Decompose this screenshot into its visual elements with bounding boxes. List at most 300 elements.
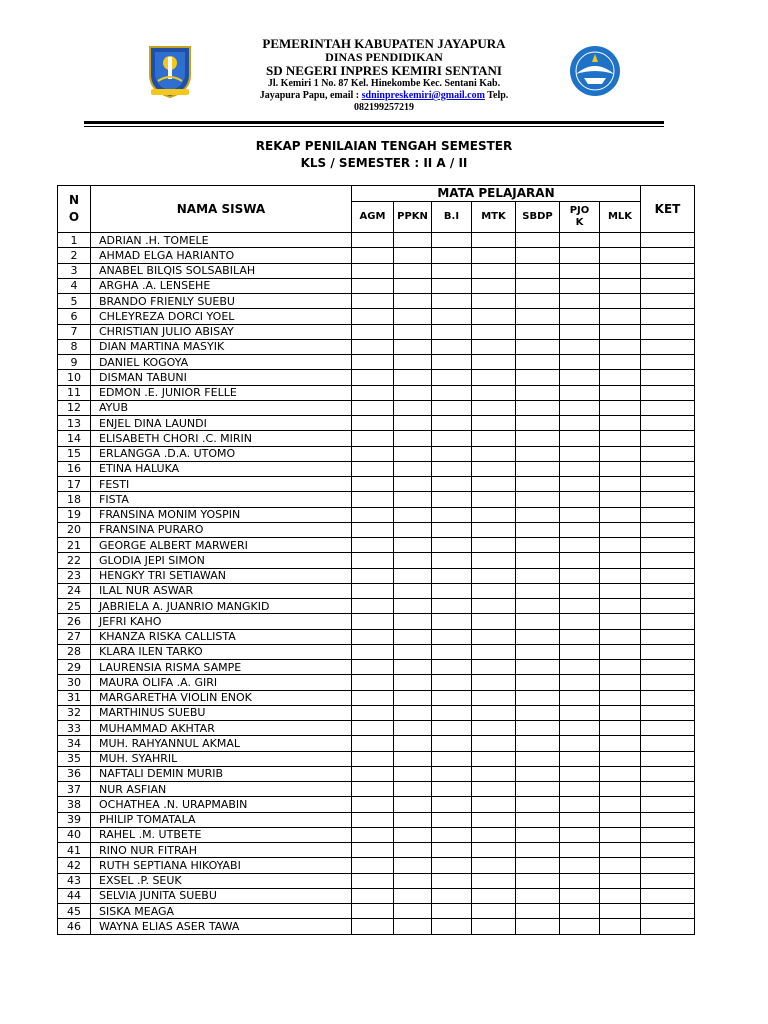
score-cell <box>560 782 600 797</box>
score-cell <box>432 614 472 629</box>
row-number: 21 <box>58 538 91 553</box>
letterhead-address: Jl. Kemiri 1 No. 87 Kel. Hinekombe Kec. Sentani Kab. <box>267 78 501 89</box>
score-cell <box>560 873 600 888</box>
ket-cell <box>641 233 695 248</box>
student-name: MARTHINUS SUEBU <box>91 705 352 720</box>
table-row <box>58 461 695 476</box>
table-row <box>58 751 695 766</box>
score-cell <box>472 583 516 598</box>
subject-header: SBDP <box>516 202 560 233</box>
header-rule-thick <box>84 121 664 124</box>
score-cell <box>432 492 472 507</box>
row-number: 8 <box>58 339 91 354</box>
score-cell <box>516 583 560 598</box>
ket-cell <box>641 583 695 598</box>
score-cell <box>352 583 394 598</box>
score-cell <box>560 278 600 293</box>
student-name: PHILIP TOMATALA <box>91 812 352 827</box>
score-cell <box>560 324 600 339</box>
score-cell <box>516 446 560 461</box>
score-cell <box>600 370 641 385</box>
student-name: RUTH SEPTIANA HIKOYABI <box>91 858 352 873</box>
score-cell <box>472 858 516 873</box>
score-cell <box>432 705 472 720</box>
score-cell <box>472 431 516 446</box>
score-cell <box>472 812 516 827</box>
score-cell <box>600 919 641 934</box>
score-cell <box>432 599 472 614</box>
score-cell <box>516 324 560 339</box>
score-cell <box>472 400 516 415</box>
student-name: AHMAD ELGA HARIANTO <box>91 248 352 263</box>
score-cell <box>472 324 516 339</box>
score-cell <box>394 766 432 781</box>
score-cell <box>560 614 600 629</box>
row-number: 17 <box>58 477 91 492</box>
row-number: 4 <box>58 278 91 293</box>
score-cell <box>394 339 432 354</box>
score-cell <box>600 629 641 644</box>
score-cell <box>560 736 600 751</box>
ket-cell <box>641 873 695 888</box>
score-cell <box>600 309 641 324</box>
score-cell <box>516 675 560 690</box>
row-number: 40 <box>58 827 91 842</box>
document-title <box>0 138 768 172</box>
score-cell <box>432 843 472 858</box>
row-number: 29 <box>58 660 91 675</box>
score-cell <box>600 553 641 568</box>
score-cell <box>560 355 600 370</box>
letterhead-contact: Jayapura Papu, email : sdninpreskemiri@gmail.com Telp. <box>259 90 509 101</box>
score-cell <box>516 614 560 629</box>
score-cell <box>394 736 432 751</box>
student-name: ENJEL DINA LAUNDI <box>91 416 352 431</box>
score-cell <box>600 339 641 354</box>
score-cell <box>560 797 600 812</box>
score-cell <box>560 553 600 568</box>
row-number: 1 <box>58 233 91 248</box>
row-number: 39 <box>58 812 91 827</box>
score-cell <box>472 736 516 751</box>
table-row <box>58 782 695 797</box>
subject-header: PJO K <box>560 202 600 233</box>
score-cell <box>432 858 472 873</box>
score-cell <box>516 477 560 492</box>
student-name: MARGARETHA VIOLIN ENOK <box>91 690 352 705</box>
score-cell <box>394 812 432 827</box>
score-cell <box>516 538 560 553</box>
score-cell <box>394 248 432 263</box>
score-cell <box>560 339 600 354</box>
score-cell <box>352 660 394 675</box>
table-row <box>58 873 695 888</box>
ket-cell <box>641 827 695 842</box>
header-student-name: NAMA SISWA <box>91 186 352 233</box>
score-cell <box>472 690 516 705</box>
ket-cell <box>641 248 695 263</box>
ket-cell <box>641 492 695 507</box>
score-cell <box>516 888 560 903</box>
score-cell <box>394 751 432 766</box>
score-cell <box>472 843 516 858</box>
score-cell <box>432 263 472 278</box>
table-row <box>58 416 695 431</box>
score-cell <box>352 339 394 354</box>
table-row <box>58 812 695 827</box>
score-cell <box>560 248 600 263</box>
score-cell <box>432 355 472 370</box>
score-cell <box>516 278 560 293</box>
ket-cell <box>641 400 695 415</box>
score-cell <box>472 263 516 278</box>
score-cell <box>394 873 432 888</box>
score-cell <box>560 904 600 919</box>
header-subjects: MATA PELAJARAN <box>352 186 641 202</box>
score-cell <box>516 782 560 797</box>
student-name: DIAN MARTINA MASYIK <box>91 339 352 354</box>
score-cell <box>394 675 432 690</box>
score-cell <box>600 461 641 476</box>
score-cell <box>472 660 516 675</box>
subject-header: MLK <box>600 202 641 233</box>
score-cell <box>352 629 394 644</box>
table-row <box>58 324 695 339</box>
table-row <box>58 675 695 690</box>
ket-cell <box>641 644 695 659</box>
student-name: FISTA <box>91 492 352 507</box>
table-row <box>58 766 695 781</box>
score-cell <box>560 538 600 553</box>
student-name: SELVIA JUNITA SUEBU <box>91 888 352 903</box>
table-row <box>58 797 695 812</box>
score-cell <box>560 812 600 827</box>
score-cell <box>432 507 472 522</box>
table-row <box>58 385 695 400</box>
student-rows <box>58 233 695 935</box>
score-cell <box>600 904 641 919</box>
table-row <box>58 431 695 446</box>
table-row <box>58 248 695 263</box>
score-cell <box>516 736 560 751</box>
score-cell <box>432 919 472 934</box>
score-cell <box>600 233 641 248</box>
score-cell <box>516 309 560 324</box>
score-cell <box>394 919 432 934</box>
score-cell <box>600 492 641 507</box>
score-cell <box>516 660 560 675</box>
row-number: 16 <box>58 461 91 476</box>
score-cell <box>560 400 600 415</box>
ket-cell <box>641 797 695 812</box>
score-cell <box>352 858 394 873</box>
score-cell <box>432 248 472 263</box>
score-cell <box>516 843 560 858</box>
score-cell <box>600 416 641 431</box>
ket-cell <box>641 919 695 934</box>
student-name: MUHAMMAD AKHTAR <box>91 721 352 736</box>
row-number: 10 <box>58 370 91 385</box>
score-cell <box>352 294 394 309</box>
score-cell <box>432 400 472 415</box>
score-cell <box>516 812 560 827</box>
score-cell <box>472 629 516 644</box>
score-cell <box>394 614 432 629</box>
student-name: RAHEL .M. UTBETE <box>91 827 352 842</box>
score-cell <box>560 660 600 675</box>
score-cell <box>472 477 516 492</box>
score-cell <box>472 385 516 400</box>
score-cell <box>600 446 641 461</box>
score-cell <box>600 324 641 339</box>
score-cell <box>432 278 472 293</box>
score-cell <box>560 827 600 842</box>
ket-cell <box>641 782 695 797</box>
row-number: 24 <box>58 583 91 598</box>
score-cell <box>394 233 432 248</box>
score-cell <box>472 522 516 537</box>
score-cell <box>600 278 641 293</box>
score-cell <box>472 919 516 934</box>
ket-cell <box>641 278 695 293</box>
table-row <box>58 888 695 903</box>
score-cell <box>432 873 472 888</box>
score-cell <box>352 522 394 537</box>
ket-cell <box>641 690 695 705</box>
score-cell <box>394 416 432 431</box>
ket-cell <box>641 416 695 431</box>
score-cell <box>394 507 432 522</box>
score-cell <box>432 416 472 431</box>
row-number: 33 <box>58 721 91 736</box>
email-link[interactable]: sdninpreskemiri@gmail.com <box>361 90 485 101</box>
table-row <box>58 919 695 934</box>
table-row <box>58 233 695 248</box>
score-cell <box>432 233 472 248</box>
score-cell <box>394 263 432 278</box>
score-cell <box>560 385 600 400</box>
score-cell <box>560 492 600 507</box>
ket-cell <box>641 858 695 873</box>
student-name: WAYNA ELIAS ASER TAWA <box>91 919 352 934</box>
score-cell <box>600 812 641 827</box>
score-cell <box>600 843 641 858</box>
score-cell <box>472 355 516 370</box>
score-cell <box>600 294 641 309</box>
ket-cell <box>641 614 695 629</box>
score-cell <box>352 919 394 934</box>
score-cell <box>352 355 394 370</box>
score-cell <box>352 843 394 858</box>
score-cell <box>516 766 560 781</box>
score-cell <box>516 507 560 522</box>
score-cell <box>352 370 394 385</box>
score-cell <box>600 400 641 415</box>
student-name: KLARA ILEN TARKO <box>91 644 352 659</box>
score-cell <box>432 797 472 812</box>
score-cell <box>472 782 516 797</box>
score-cell <box>600 477 641 492</box>
row-number: 42 <box>58 858 91 873</box>
score-cell <box>394 294 432 309</box>
score-cell <box>472 370 516 385</box>
score-cell <box>432 553 472 568</box>
ket-cell <box>641 477 695 492</box>
letterhead <box>0 36 768 114</box>
row-number: 14 <box>58 431 91 446</box>
score-cell <box>394 705 432 720</box>
ket-cell <box>641 431 695 446</box>
score-cell <box>432 477 472 492</box>
row-number: 41 <box>58 843 91 858</box>
score-cell <box>600 355 641 370</box>
score-cell <box>600 431 641 446</box>
ket-cell <box>641 751 695 766</box>
score-cell <box>352 705 394 720</box>
student-name: JEFRI KAHO <box>91 614 352 629</box>
ket-cell <box>641 904 695 919</box>
table-row <box>58 522 695 537</box>
letterhead-phone: 082199257219 <box>354 102 414 113</box>
score-cell <box>560 431 600 446</box>
score-cell <box>516 248 560 263</box>
student-name: ANABEL BILQIS SOLSABILAH <box>91 263 352 278</box>
score-cell <box>394 324 432 339</box>
score-cell <box>432 568 472 583</box>
score-cell <box>352 446 394 461</box>
score-cell <box>394 492 432 507</box>
score-cell <box>394 461 432 476</box>
subject-header: PPKN <box>394 202 432 233</box>
score-cell <box>516 721 560 736</box>
score-cell <box>560 233 600 248</box>
score-cell <box>516 797 560 812</box>
score-cell <box>560 568 600 583</box>
score-cell <box>560 843 600 858</box>
table-row <box>58 827 695 842</box>
score-cell <box>516 904 560 919</box>
score-cell <box>394 446 432 461</box>
student-name: BRANDO FRIENLY SUEBU <box>91 294 352 309</box>
score-cell <box>352 461 394 476</box>
ket-cell <box>641 355 695 370</box>
row-number: 7 <box>58 324 91 339</box>
score-cell <box>352 324 394 339</box>
score-cell <box>516 233 560 248</box>
row-number: 32 <box>58 705 91 720</box>
score-cell <box>472 904 516 919</box>
score-cell <box>516 827 560 842</box>
score-cell <box>432 339 472 354</box>
score-cell <box>600 873 641 888</box>
score-cell <box>600 858 641 873</box>
ket-cell <box>641 553 695 568</box>
student-name: AYUB <box>91 400 352 415</box>
score-cell <box>600 568 641 583</box>
score-cell <box>560 858 600 873</box>
score-cell <box>472 492 516 507</box>
score-cell <box>516 705 560 720</box>
student-name: HENGKY TRI SETIAWAN <box>91 568 352 583</box>
score-cell <box>394 904 432 919</box>
row-number: 43 <box>58 873 91 888</box>
score-cell <box>560 721 600 736</box>
ket-cell <box>641 629 695 644</box>
score-cell <box>560 888 600 903</box>
score-cell <box>600 614 641 629</box>
score-cell <box>516 385 560 400</box>
score-cell <box>432 294 472 309</box>
score-cell <box>516 629 560 644</box>
score-cell <box>600 644 641 659</box>
score-cell <box>432 538 472 553</box>
table-row <box>58 904 695 919</box>
score-cell <box>352 599 394 614</box>
score-cell <box>516 263 560 278</box>
score-cell <box>472 705 516 720</box>
score-cell <box>560 507 600 522</box>
score-cell <box>516 599 560 614</box>
student-name: ARGHA .A. LENSEHE <box>91 278 352 293</box>
score-cell <box>560 446 600 461</box>
score-cell <box>394 370 432 385</box>
student-name: JABRIELA A. JUANRIO MANGKID <box>91 599 352 614</box>
student-name: FESTI <box>91 477 352 492</box>
score-cell <box>516 431 560 446</box>
score-cell <box>394 355 432 370</box>
ket-cell <box>641 309 695 324</box>
student-name: MUH. SYAHRIL <box>91 751 352 766</box>
score-cell <box>560 644 600 659</box>
score-cell <box>472 446 516 461</box>
table-row <box>58 339 695 354</box>
table-row <box>58 477 695 492</box>
score-cell <box>352 812 394 827</box>
row-number: 9 <box>58 355 91 370</box>
student-name: DISMAN TABUNI <box>91 370 352 385</box>
score-cell <box>432 583 472 598</box>
score-cell <box>560 751 600 766</box>
score-cell <box>394 477 432 492</box>
score-cell <box>432 690 472 705</box>
score-cell <box>394 827 432 842</box>
score-cell <box>600 721 641 736</box>
ket-cell <box>641 599 695 614</box>
row-number: 34 <box>58 736 91 751</box>
grade-recap-table <box>57 185 695 935</box>
score-cell <box>432 751 472 766</box>
table-row <box>58 446 695 461</box>
score-cell <box>394 553 432 568</box>
student-name: NAFTALI DEMIN MURIB <box>91 766 352 781</box>
student-name: KHANZA RISKA CALLISTA <box>91 629 352 644</box>
score-cell <box>600 538 641 553</box>
score-cell <box>472 538 516 553</box>
student-name: RINO NUR FITRAH <box>91 843 352 858</box>
score-cell <box>560 477 600 492</box>
score-cell <box>600 782 641 797</box>
student-name: MUH. RAHYANNUL AKMAL <box>91 736 352 751</box>
score-cell <box>600 690 641 705</box>
score-cell <box>472 553 516 568</box>
score-cell <box>352 263 394 278</box>
score-cell <box>472 827 516 842</box>
score-cell <box>600 766 641 781</box>
student-name: ELISABETH CHORI .C. MIRIN <box>91 431 352 446</box>
score-cell <box>516 690 560 705</box>
score-cell <box>472 248 516 263</box>
student-name: LAURENSIA RISMA SAMPE <box>91 660 352 675</box>
